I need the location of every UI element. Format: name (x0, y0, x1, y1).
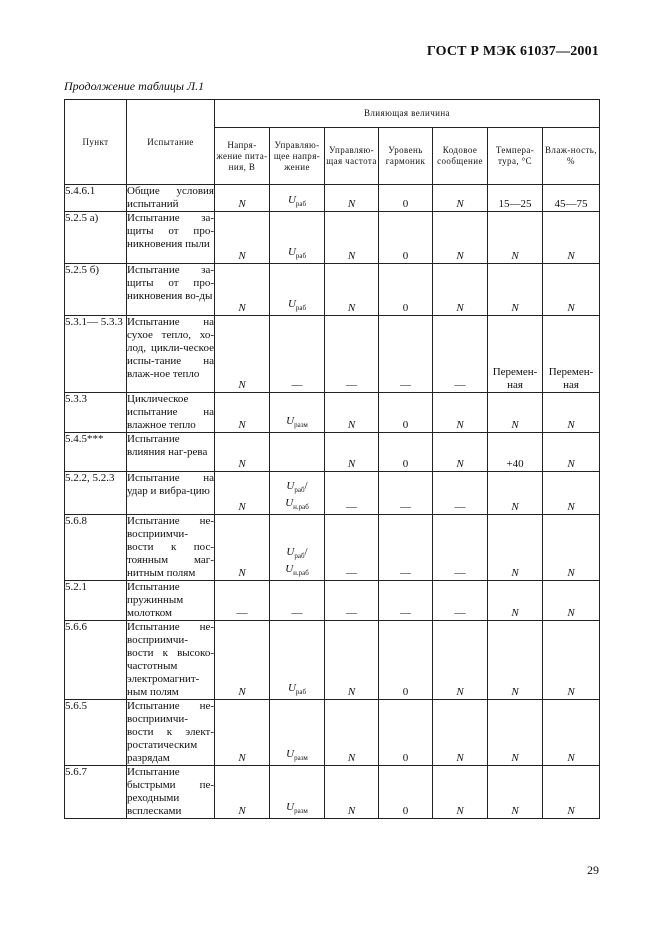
cell-supply-voltage (215, 393, 270, 433)
cell-control-frequency (325, 700, 379, 766)
cell-test: Испытание за-щиты от про-никновения пыли (127, 212, 215, 264)
nominal-mark: N (347, 805, 356, 817)
cell-humidity (543, 393, 600, 433)
nominal-mark: N (456, 686, 464, 698)
nominal-mark: N (567, 805, 575, 817)
cell-harmonics-level: — (379, 472, 433, 515)
cell-item: 5.2.5 а) (65, 212, 127, 264)
cell-harmonics-level: 0 (379, 185, 433, 212)
cell-control-frequency: — (325, 316, 379, 393)
cell-supply-voltage (215, 700, 270, 766)
cell-control-frequency (325, 212, 379, 264)
nominal-mark: N (347, 302, 356, 314)
cell-temperature (488, 766, 543, 819)
cell-control-voltage (270, 433, 325, 472)
nominal-mark: N (567, 567, 575, 579)
page-number: 29 (587, 863, 599, 877)
cell-control-voltage: $U_{разм}$ (270, 766, 325, 819)
cell-temperature: 15—25 (488, 185, 543, 212)
cell-humidity (543, 515, 600, 581)
cell-test: Испытание не-восприимчи-вости к элект-ростатическим разрядам (127, 700, 214, 764)
nominal-mark: N (567, 419, 575, 431)
cell-code-message: — (433, 316, 488, 393)
cell-humidity (543, 700, 600, 766)
nominal-mark: N (347, 686, 356, 698)
table-row (65, 515, 600, 581)
cell-harmonics-level: — (379, 316, 433, 393)
cell-control-frequency: — (325, 581, 379, 621)
nominal-mark: N (456, 250, 464, 262)
influence-table (64, 99, 600, 819)
sub-header-supply-voltage: Напря-жение пита-ния, В (215, 128, 270, 185)
cell-test: Испытание не-восприимчи-вости к высоко-частотным электромагнит-ным полям (127, 621, 214, 698)
cell-temperature (488, 621, 543, 700)
table-row (65, 185, 600, 212)
cell-control-voltage: $U_{раб}$ (270, 621, 325, 700)
nominal-mark: N (567, 250, 575, 262)
nominal-mark: N (567, 458, 575, 470)
cell-temperature (488, 212, 543, 264)
nominal-mark: N (238, 805, 246, 817)
nominal-mark: N (511, 501, 519, 513)
nominal-mark: N (347, 250, 356, 262)
sub-header-harmonics-level: Уровень гармоник (379, 128, 433, 185)
cell-code-message (433, 185, 488, 212)
cell-humidity (543, 212, 600, 264)
cell-temperature (488, 515, 543, 581)
cell-test: Общие условия испытаний (127, 185, 214, 210)
nominal-mark: N (511, 567, 519, 579)
nominal-mark: N (567, 607, 575, 619)
nominal-mark: N (567, 302, 575, 314)
cell-item: 5.6.7 (65, 766, 127, 819)
cell-harmonics-level: 0 (379, 264, 433, 316)
cell-control-frequency (325, 264, 379, 316)
nominal-mark: N (456, 302, 464, 314)
cell-harmonics-level: — (379, 581, 433, 621)
table-body (65, 185, 600, 819)
sub-header-humidity: Влаж-ность, % (543, 128, 600, 185)
cell-code-message: — (433, 515, 488, 581)
nominal-mark: N (567, 752, 575, 764)
table-row (65, 433, 600, 472)
cell-control-voltage: $U_{раб}/$ $U_{н.раб}$ (270, 472, 325, 515)
cell-supply-voltage: — (215, 581, 270, 621)
cell-test: Испытание не-восприимчи-вости к пос-тоянным маг-нитным полям (127, 515, 214, 579)
cell-test: Испытание пружинным молотком (127, 581, 215, 621)
cell-item: 5.6.5 (65, 700, 127, 766)
cell-code-message: — (433, 581, 488, 621)
cell-control-voltage: — (270, 581, 325, 621)
sub-header-code-message: Кодовое сообщение (433, 128, 488, 185)
cell-supply-voltage (215, 472, 270, 515)
nominal-mark: N (456, 805, 464, 817)
nominal-mark: N (238, 302, 246, 314)
table-caption: Продолжение таблицы Л.1 (64, 79, 205, 93)
nominal-mark: N (238, 501, 246, 513)
nominal-mark: N (511, 302, 519, 314)
sub-header-control-voltage: Управляю-щее напря-жение (270, 128, 325, 185)
table-row (65, 472, 600, 515)
sub-header-control-frequency: Управляю-щая частота (325, 128, 379, 185)
nominal-mark: N (567, 501, 575, 513)
cell-harmonics-level: — (379, 515, 433, 581)
cell-control-voltage: $U_{раб}$ (270, 264, 325, 316)
cell-supply-voltage (215, 185, 270, 212)
nominal-mark: N (456, 198, 464, 210)
cell-humidity (543, 433, 600, 472)
table-row (65, 316, 600, 393)
cell-harmonics-level: 0 (379, 621, 433, 700)
cell-harmonics-level: 0 (379, 212, 433, 264)
nominal-mark: N (511, 686, 519, 698)
cell-harmonics-level: 0 (379, 433, 433, 472)
cell-control-frequency (325, 433, 379, 472)
cell-item: 5.2.5 б) (65, 264, 127, 316)
cell-temperature (488, 264, 543, 316)
nominal-mark: N (511, 805, 519, 817)
cell-control-frequency: — (325, 472, 379, 515)
table-row (65, 393, 600, 433)
table-row (65, 621, 600, 700)
cell-humidity (543, 264, 600, 316)
cell-item: 5.6.8 (65, 515, 127, 581)
nominal-mark: N (511, 419, 519, 431)
nominal-mark: N (347, 458, 356, 470)
cell-test: Испытание за-щиты от про-никновения во-ды (127, 264, 215, 316)
cell-humidity: 45—75 (543, 185, 600, 212)
cell-temperature (488, 393, 543, 433)
cell-temperature (488, 700, 543, 766)
cell-control-voltage: $U_{раб}$ (270, 185, 325, 212)
cell-humidity: Перемен-ная (543, 316, 600, 393)
cell-control-voltage: $U_{разм}$ (270, 393, 325, 433)
cell-supply-voltage (215, 766, 270, 819)
cell-item: 5.3.3 (65, 393, 127, 433)
nominal-mark: N (238, 567, 246, 579)
cell-control-voltage: $U_{раб}$ (270, 212, 325, 264)
table-row (65, 700, 600, 766)
cell-control-frequency (325, 185, 379, 212)
nominal-mark: N (238, 250, 246, 262)
cell-harmonics-level: 0 (379, 700, 433, 766)
cell-supply-voltage (215, 515, 270, 581)
nominal-mark: N (511, 607, 519, 619)
cell-code-message (433, 212, 488, 264)
cell-code-message (433, 621, 488, 700)
nominal-mark: N (347, 198, 356, 210)
cell-supply-voltage (215, 316, 270, 393)
table-row (65, 581, 600, 621)
cell-code-message (433, 393, 488, 433)
cell-control-voltage: $U_{раб}/$ $U_{н.раб}$ (270, 515, 325, 581)
nominal-mark: N (511, 752, 519, 764)
cell-supply-voltage (215, 264, 270, 316)
cell-temperature (488, 581, 543, 621)
nominal-mark: N (347, 752, 356, 764)
cell-harmonics-level: 0 (379, 393, 433, 433)
table-row (65, 766, 600, 819)
nominal-mark: N (238, 752, 246, 764)
cell-test: Испытание влияния наг-рева (127, 433, 215, 472)
cell-temperature: +40 (488, 433, 543, 472)
cell-control-frequency (325, 766, 379, 819)
cell-control-voltage: $U_{разм}$ (270, 700, 325, 766)
cell-humidity (543, 472, 600, 515)
cell-item: 5.3.1— 5.3.3 (65, 316, 127, 393)
cell-code-message (433, 766, 488, 819)
cell-control-frequency (325, 621, 379, 700)
cell-code-message: — (433, 472, 488, 515)
cell-item: 5.4.6.1 (65, 185, 127, 212)
nominal-mark: N (456, 752, 464, 764)
group-header: Влияющая величина (215, 100, 600, 128)
sub-header-temperature: Темпера-тура, °С (488, 128, 543, 185)
cell-item: 5.4.5*** (65, 433, 127, 472)
cell-code-message (433, 433, 488, 472)
cell-temperature (488, 472, 543, 515)
cell-harmonics-level: 0 (379, 766, 433, 819)
cell-test: Циклическое испытание на влажное тепло (127, 393, 214, 431)
document-header: ГОСТ Р МЭК 61037—2001 (426, 44, 599, 59)
cell-temperature: Перемен-ная (488, 316, 543, 393)
table-row (65, 212, 600, 264)
cell-test: Испытание быстрыми пе-реходными всплесками (127, 766, 214, 817)
cell-test: Испытание на удар и вибра-цию (127, 472, 215, 515)
cell-supply-voltage (215, 433, 270, 472)
nominal-mark: N (238, 419, 246, 431)
table-row (65, 264, 600, 316)
col-header-item: Пункт (65, 100, 127, 185)
cell-code-message (433, 264, 488, 316)
cell-humidity (543, 766, 600, 819)
cell-control-frequency (325, 393, 379, 433)
cell-item: 5.6.6 (65, 621, 127, 700)
nominal-mark: N (238, 379, 246, 391)
nominal-mark: N (511, 250, 519, 262)
nominal-mark: N (238, 686, 246, 698)
cell-code-message (433, 700, 488, 766)
nominal-mark: N (238, 458, 246, 470)
col-header-test: Испытание (127, 100, 215, 185)
nominal-mark: N (567, 686, 575, 698)
cell-humidity (543, 621, 600, 700)
nominal-mark: N (347, 419, 356, 431)
cell-supply-voltage (215, 621, 270, 700)
cell-control-frequency: — (325, 515, 379, 581)
cell-supply-voltage (215, 212, 270, 264)
nominal-mark: N (238, 198, 246, 210)
cell-control-voltage: — (270, 316, 325, 393)
cell-item: 5.2.1 (65, 581, 127, 621)
cell-humidity (543, 581, 600, 621)
cell-test: Испытание на сухое тепло, хо-лод, цикли-ческое испы-тание на влаж-ное тепло (127, 316, 215, 393)
nominal-mark: N (456, 419, 464, 431)
nominal-mark: N (456, 458, 464, 470)
cell-item: 5.2.2, 5.2.3 (65, 472, 127, 515)
